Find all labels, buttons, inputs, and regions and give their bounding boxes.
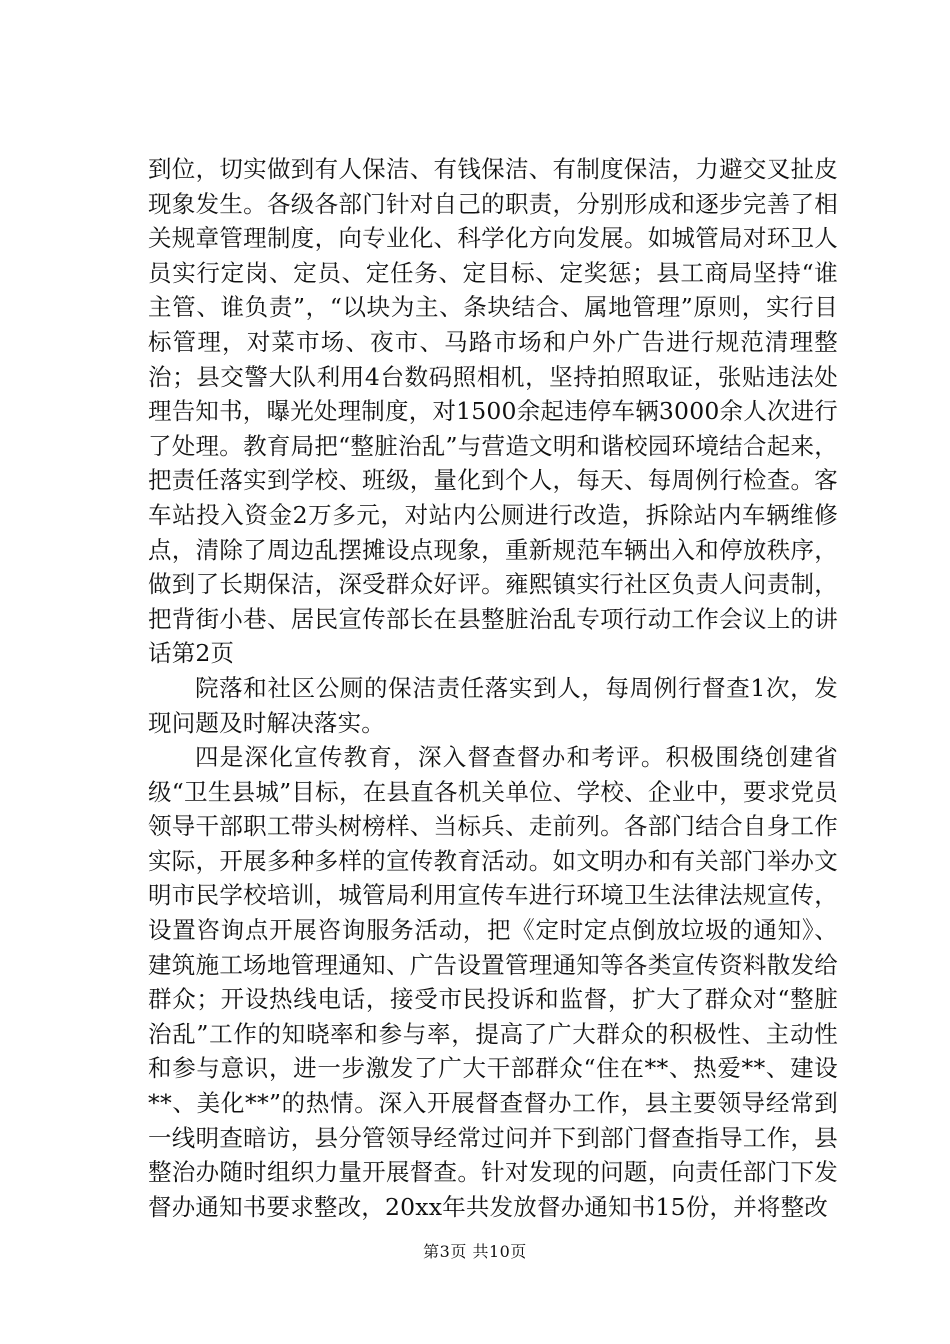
page-footer bbox=[0, 1242, 950, 1262]
page-number-label: 第3页 共10页 bbox=[423, 1242, 527, 1261]
paragraph-3: 四是深化宣传教育，深入督查督办和考评。积极围绕创建省级“卫生县城”目标，在县直各机关单位、学校、企业中，要求党员领导干部职工带头树榜样、当标兵、走前列。各部门结合自身工作实际，开展多种多样的宣传教育活动。如文明办和有关部门举办文明市民学校培训，城管局利用宣传车进行环境卫生法律法规宣传，设置咨询点开展咨询服务活动，把《定时定点倒放垃圾的通知》、建筑施工场地管理通知、广告设置管理通知等各类宣传资料散发给群众；开设热线电话，接受市民投诉和监督，扩大了群众对“整脏治乱”工作的知晓率和参与率，提高了广大群众的积极性、主动性和参与意识，进一步激发了广大干部群众“住在**、热爱**、建设**、美化**”的热情。深入开展督查督办工作，县主要领导经常到一线明查暗访，县分管领导经常过问并下到部门督查指导工作，县整治办随时组织力量开展督查。针对发现的问题，向责任部门下发督办通知书要求整改，20xx年共发放督办通知书15份，并将整改 bbox=[148, 743, 838, 1221]
paragraph-2: 院落和社区公厕的保洁责任落实到人，每周例行督查1次，发现问题及时解决落实。 bbox=[148, 673, 838, 737]
paragraph-1: 到位，切实做到有人保洁、有钱保洁、有制度保洁，力避交叉扯皮现象发生。各级各部门针对自己的职责，分别形成和逐步完善了相关规章管理制度，向专业化、科学化方向发展。如城管局对环卫人员实行定岗、定员、定任务、定目标、定奖惩；县工商局坚持“谁主管、谁负责”，“以块为主、条块结合、属地管理”原则，实行目标管理，对菜市场、夜市、马路市场和户外广告进行规范清理整治；县交警大队利用4台数码照相机，坚持拍照取证，张贴违法处理告知书，曝光处理制度，对1500余起违停车辆3000余人次进行了处理。教育局把“整脏治乱”与营造文明和谐校园环境结合起来，把责任落实到学校、班级，量化到个人，每天、每周例行检查。客车站投入资金2万多元，对站内公厕进行改造，拆除站内车辆维修点，清除了周边乱摆摊设点现象，重新规范车辆出入和停放秩序，做到了长期保洁，深受群众好评。雍熙镇实行社区负责人问责制，把背街小巷、居民宣传部长在县整脏治乱专项行动工作会议上的讲话第2页 bbox=[148, 155, 839, 668]
document-body bbox=[148, 152, 838, 1224]
